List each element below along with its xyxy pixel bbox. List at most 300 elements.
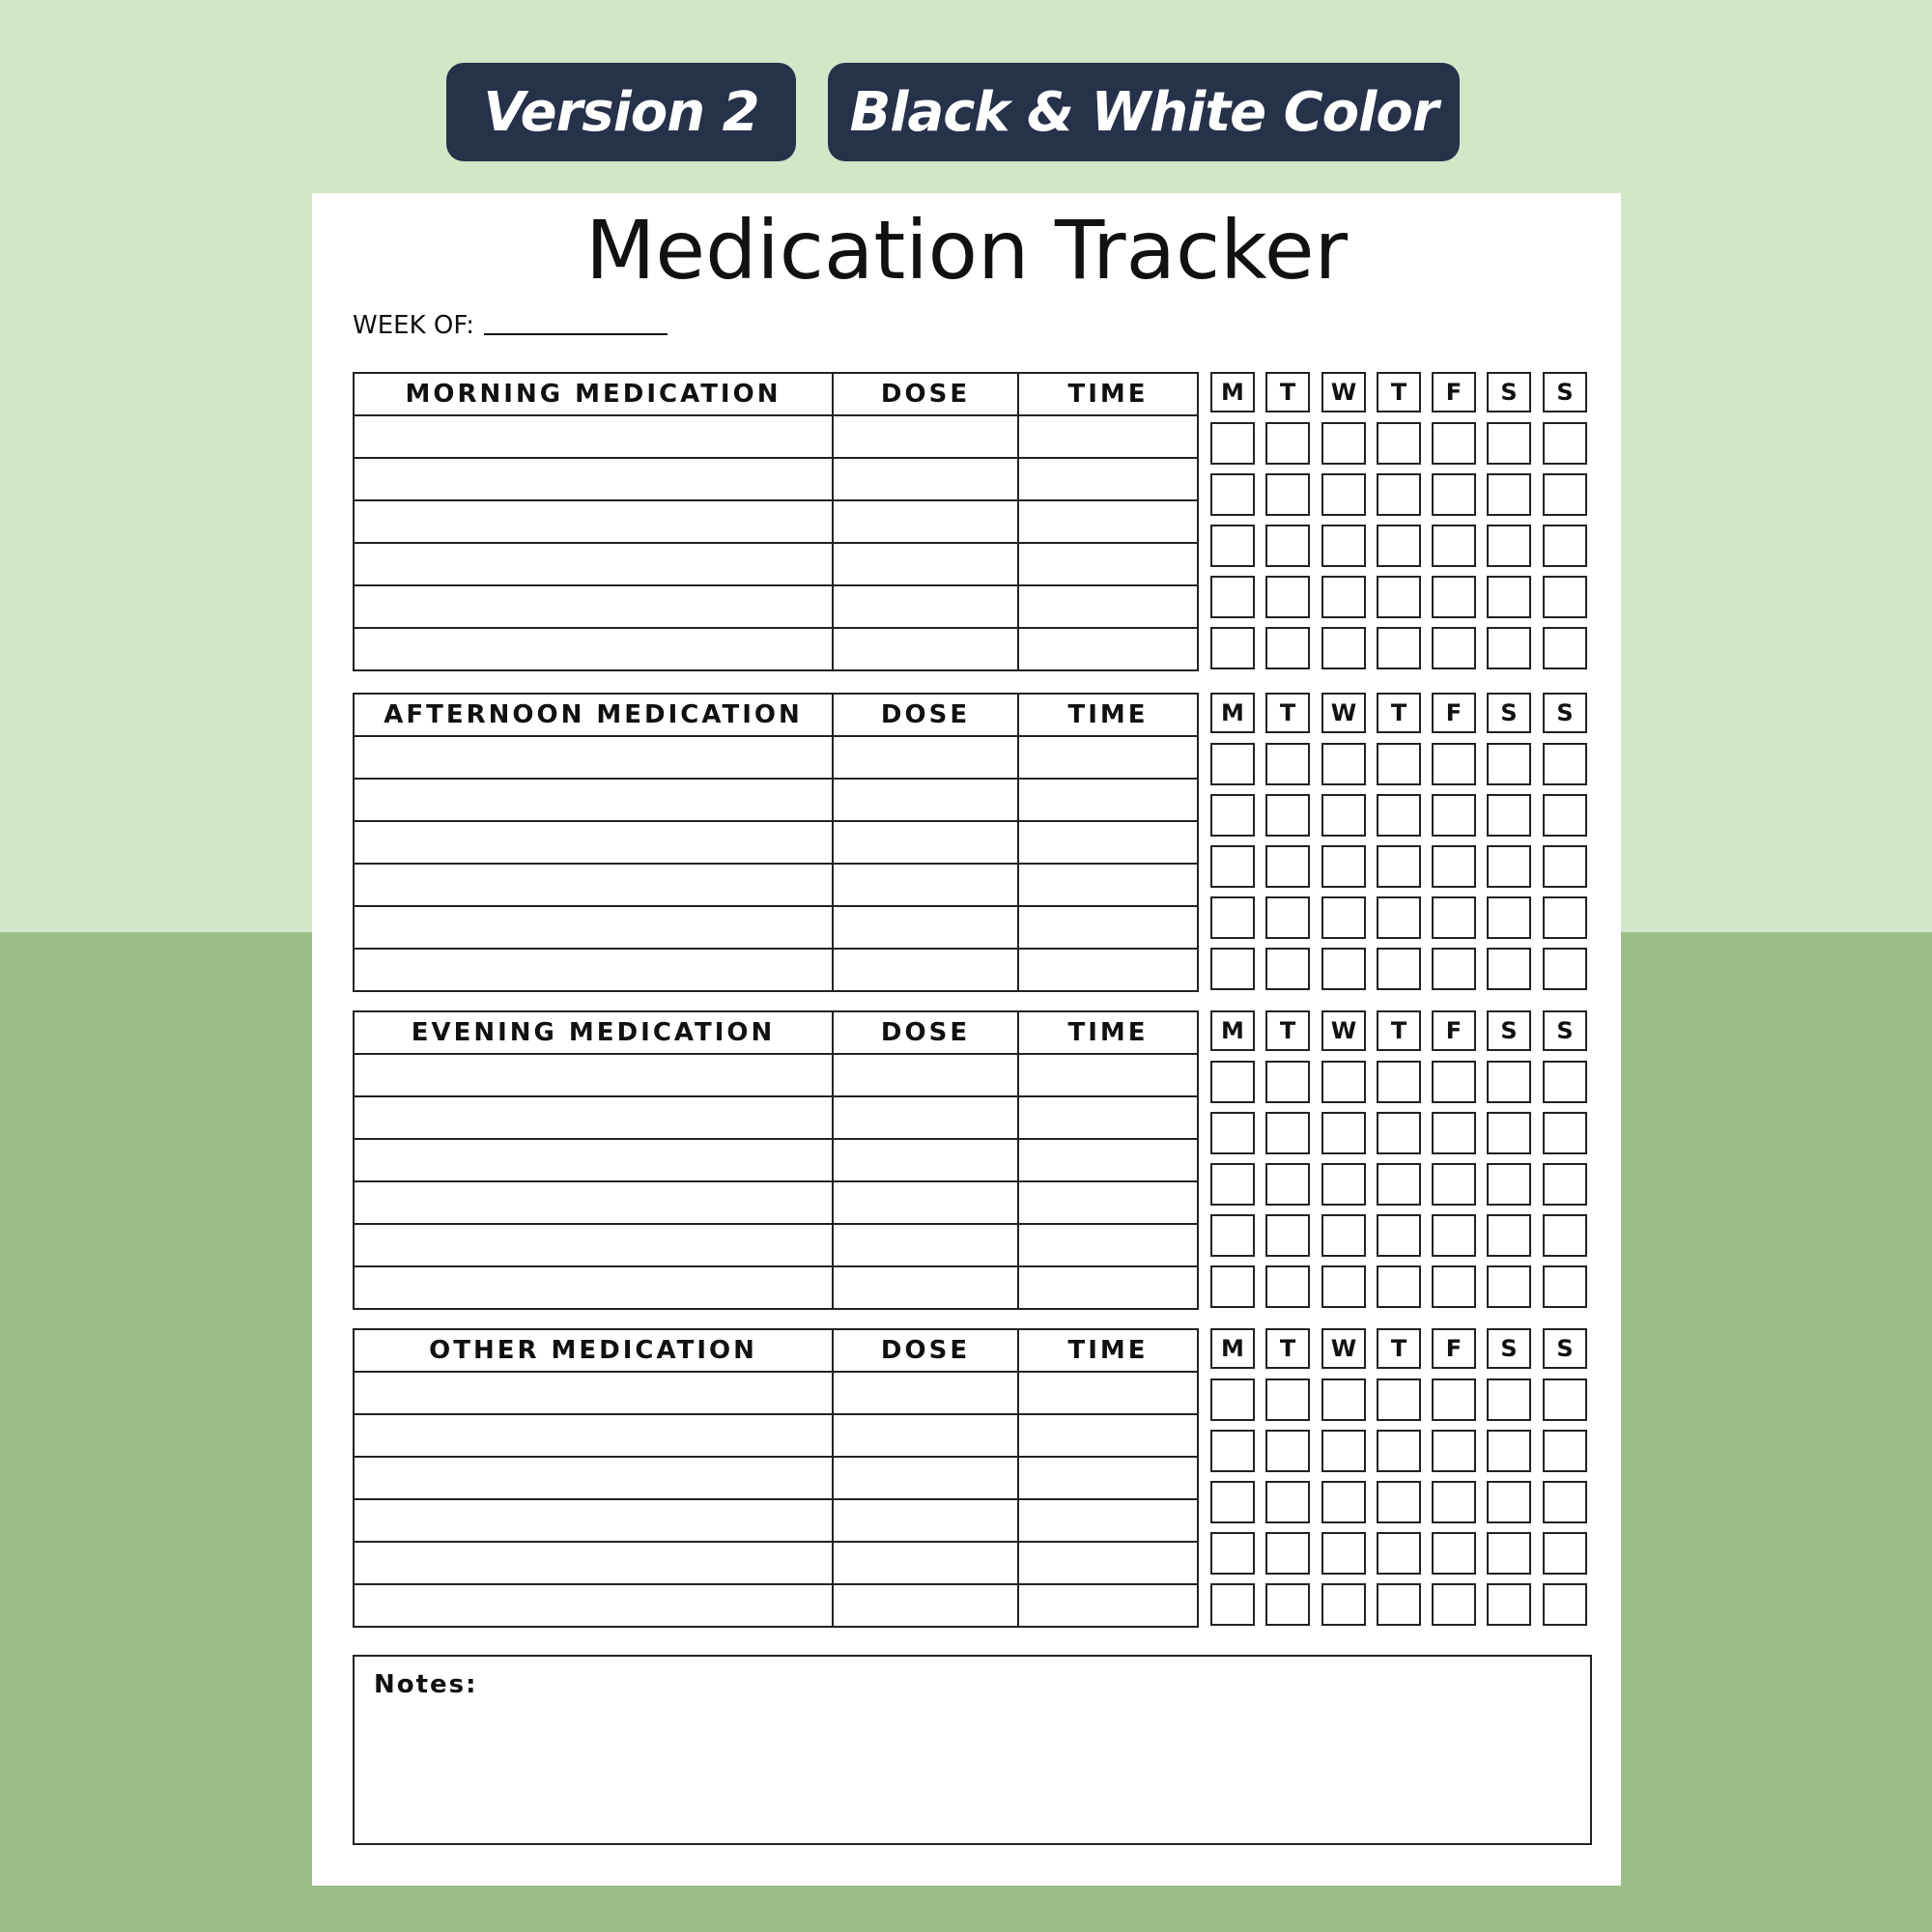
time-header: TIME — [1018, 694, 1198, 736]
day-checkbox[interactable] — [1210, 422, 1255, 465]
medication-cell[interactable] — [354, 864, 833, 906]
day-checkbox[interactable] — [1321, 576, 1366, 618]
day-checkbox[interactable] — [1377, 1214, 1421, 1257]
day-checkbox[interactable] — [1487, 743, 1531, 785]
medication-cell[interactable] — [354, 1372, 833, 1414]
table-row — [354, 1266, 1198, 1309]
day-checkbox[interactable] — [1543, 1532, 1587, 1575]
notes-box[interactable] — [353, 1655, 1592, 1845]
day-header: W — [1321, 1328, 1366, 1369]
day-header: S — [1543, 693, 1587, 733]
day-checkbox[interactable] — [1432, 422, 1476, 465]
day-checkbox[interactable] — [1432, 743, 1476, 785]
day-checkbox[interactable] — [1377, 1163, 1421, 1206]
day-checkbox[interactable] — [1543, 948, 1587, 990]
day-checkbox[interactable] — [1543, 1265, 1587, 1308]
day-checkbox[interactable] — [1321, 1378, 1366, 1421]
med-table-header — [354, 1329, 1198, 1372]
day-checkbox[interactable] — [1377, 525, 1421, 567]
dose-cell[interactable] — [833, 1457, 1018, 1499]
day-checkbox[interactable] — [1377, 1265, 1421, 1308]
day-checkbox[interactable] — [1487, 1481, 1531, 1523]
day-header: W — [1321, 372, 1366, 412]
day-checkbox[interactable] — [1210, 627, 1255, 669]
day-checkbox[interactable] — [1543, 1481, 1587, 1523]
day-checkbox[interactable] — [1377, 845, 1421, 888]
notes-label: Notes: — [374, 1670, 478, 1699]
day-checkbox[interactable] — [1432, 1265, 1476, 1308]
day-checkbox[interactable] — [1487, 1112, 1531, 1154]
day-checkbox[interactable] — [1210, 1378, 1255, 1421]
table-row — [354, 1224, 1198, 1266]
dose-cell[interactable] — [833, 628, 1018, 670]
day-checkbox[interactable] — [1321, 473, 1366, 516]
dose-header: DOSE — [833, 1011, 1018, 1054]
table-row — [354, 1584, 1198, 1627]
day-checkbox[interactable] — [1377, 576, 1421, 618]
day-checkbox[interactable] — [1432, 1061, 1476, 1103]
day-checkbox[interactable] — [1321, 743, 1366, 785]
day-header: T — [1265, 372, 1310, 412]
day-checkbox[interactable] — [1210, 794, 1255, 837]
day-checkbox[interactable] — [1265, 1430, 1310, 1472]
day-checkbox[interactable] — [1265, 743, 1310, 785]
day-checklist — [1210, 693, 1592, 992]
med-section — [353, 372, 1592, 671]
day-checkbox[interactable] — [1432, 1481, 1476, 1523]
table-row — [354, 949, 1198, 991]
medication-cell[interactable] — [354, 949, 833, 991]
dose-cell[interactable] — [833, 415, 1018, 458]
dose-cell[interactable] — [833, 736, 1018, 779]
day-header: F — [1432, 372, 1476, 412]
day-checkbox[interactable] — [1377, 896, 1421, 939]
med-heading: OTHER MEDICATION — [354, 1329, 833, 1372]
day-checkbox[interactable] — [1210, 1265, 1255, 1308]
time-cell[interactable] — [1018, 1457, 1198, 1499]
day-checkbox[interactable] — [1432, 1163, 1476, 1206]
day-checkbox[interactable] — [1543, 743, 1587, 785]
table-row — [354, 1096, 1198, 1139]
dose-cell[interactable] — [833, 1372, 1018, 1414]
week-of-field[interactable] — [484, 333, 668, 335]
dose-header: DOSE — [833, 1329, 1018, 1372]
version-badge: Version 2 — [446, 63, 796, 161]
day-checkbox[interactable] — [1321, 896, 1366, 939]
dose-cell[interactable] — [833, 1414, 1018, 1457]
med-table-header — [354, 373, 1198, 415]
day-checkbox[interactable] — [1487, 1430, 1531, 1472]
day-header: S — [1487, 1010, 1531, 1051]
day-checkbox[interactable] — [1487, 473, 1531, 516]
dose-cell[interactable] — [833, 779, 1018, 821]
day-checkbox[interactable] — [1210, 1061, 1255, 1103]
day-header: F — [1432, 1010, 1476, 1051]
day-checkbox[interactable] — [1210, 896, 1255, 939]
med-table — [353, 372, 1199, 671]
dose-cell[interactable] — [833, 1266, 1018, 1309]
day-checkbox[interactable] — [1432, 627, 1476, 669]
time-cell[interactable] — [1018, 1181, 1198, 1224]
day-header: T — [1377, 693, 1421, 733]
time-cell[interactable] — [1018, 779, 1198, 821]
medication-cell[interactable] — [354, 1054, 833, 1096]
day-header: M — [1210, 1010, 1255, 1051]
day-checkbox[interactable] — [1543, 1583, 1587, 1626]
medication-cell[interactable] — [354, 415, 833, 458]
table-row — [354, 1054, 1198, 1096]
day-checkbox[interactable] — [1321, 1265, 1366, 1308]
day-header: W — [1321, 693, 1366, 733]
day-checkbox[interactable] — [1265, 896, 1310, 939]
day-checkbox[interactable] — [1321, 1532, 1366, 1575]
time-cell[interactable] — [1018, 628, 1198, 670]
day-checkbox[interactable] — [1265, 1378, 1310, 1421]
day-header: M — [1210, 1328, 1255, 1369]
color-mode-badge: Black & White Color — [828, 63, 1460, 161]
day-checkbox[interactable] — [1321, 794, 1366, 837]
time-cell[interactable] — [1018, 864, 1198, 906]
day-checkbox[interactable] — [1377, 1430, 1421, 1472]
dose-cell[interactable] — [833, 949, 1018, 991]
day-checkbox[interactable] — [1210, 1532, 1255, 1575]
table-row — [354, 628, 1198, 670]
time-cell[interactable] — [1018, 1054, 1198, 1096]
day-header: T — [1265, 693, 1310, 733]
week-of-label: WEEK OF: — [353, 311, 475, 340]
day-checkbox[interactable] — [1487, 525, 1531, 567]
day-checkbox[interactable] — [1377, 473, 1421, 516]
day-checkbox[interactable] — [1321, 422, 1366, 465]
time-cell[interactable] — [1018, 906, 1198, 949]
day-header: W — [1321, 1010, 1366, 1051]
time-cell[interactable] — [1018, 415, 1198, 458]
table-row — [354, 585, 1198, 628]
dose-cell[interactable] — [833, 1499, 1018, 1542]
table-row — [354, 543, 1198, 585]
day-header: T — [1377, 1328, 1421, 1369]
day-checkbox[interactable] — [1432, 1430, 1476, 1472]
day-checkbox[interactable] — [1210, 743, 1255, 785]
day-header: S — [1543, 372, 1587, 412]
medication-cell[interactable] — [354, 736, 833, 779]
day-checkbox[interactable] — [1265, 525, 1310, 567]
day-checkbox[interactable] — [1265, 1265, 1310, 1308]
day-checkbox[interactable] — [1321, 627, 1366, 669]
time-cell[interactable] — [1018, 949, 1198, 991]
dose-cell[interactable] — [833, 1181, 1018, 1224]
time-cell[interactable] — [1018, 458, 1198, 500]
day-header: M — [1210, 372, 1255, 412]
day-checkbox[interactable] — [1543, 1061, 1587, 1103]
day-checkbox[interactable] — [1432, 1112, 1476, 1154]
day-checkbox[interactable] — [1265, 473, 1310, 516]
day-checkbox[interactable] — [1321, 1214, 1366, 1257]
medication-cell[interactable] — [354, 779, 833, 821]
table-row — [354, 864, 1198, 906]
medication-cell[interactable] — [354, 1224, 833, 1266]
day-header: S — [1543, 1010, 1587, 1051]
day-checkbox[interactable] — [1432, 473, 1476, 516]
day-checkbox[interactable] — [1377, 1112, 1421, 1154]
medication-cell[interactable] — [354, 500, 833, 543]
time-cell[interactable] — [1018, 1372, 1198, 1414]
time-cell[interactable] — [1018, 1139, 1198, 1181]
table-row — [354, 458, 1198, 500]
day-checkbox[interactable] — [1432, 1378, 1476, 1421]
table-row — [354, 1499, 1198, 1542]
dose-cell[interactable] — [833, 500, 1018, 543]
time-header: TIME — [1018, 373, 1198, 415]
day-checkbox[interactable] — [1432, 896, 1476, 939]
day-checkbox[interactable] — [1210, 1481, 1255, 1523]
day-checkbox[interactable] — [1543, 845, 1587, 888]
day-header: F — [1432, 1328, 1476, 1369]
day-checkbox[interactable] — [1377, 1378, 1421, 1421]
table-row — [354, 1414, 1198, 1457]
day-checkbox[interactable] — [1543, 1378, 1587, 1421]
day-header: T — [1265, 1328, 1310, 1369]
day-checkbox[interactable] — [1543, 1163, 1587, 1206]
tracker-sheet — [312, 193, 1621, 1886]
med-section — [353, 1328, 1592, 1628]
medication-cell[interactable] — [354, 1584, 833, 1627]
day-checkbox[interactable] — [1210, 473, 1255, 516]
med-section — [353, 693, 1592, 992]
table-row — [354, 1542, 1198, 1584]
day-checkbox[interactable] — [1432, 1532, 1476, 1575]
day-checkbox[interactable] — [1487, 627, 1531, 669]
day-checkbox[interactable] — [1210, 1583, 1255, 1626]
day-checkbox[interactable] — [1265, 627, 1310, 669]
day-checkbox[interactable] — [1265, 1061, 1310, 1103]
med-heading: EVENING MEDICATION — [354, 1011, 833, 1054]
day-checkbox[interactable] — [1487, 1265, 1531, 1308]
time-cell[interactable] — [1018, 1266, 1198, 1309]
day-checkbox[interactable] — [1265, 1214, 1310, 1257]
day-checkbox[interactable] — [1487, 948, 1531, 990]
med-table — [353, 1010, 1199, 1310]
medication-cell[interactable] — [354, 1414, 833, 1457]
time-cell[interactable] — [1018, 585, 1198, 628]
day-checkbox[interactable] — [1321, 1481, 1366, 1523]
dose-cell[interactable] — [833, 1542, 1018, 1584]
day-checkbox[interactable] — [1543, 473, 1587, 516]
medication-cell[interactable] — [354, 821, 833, 864]
dose-cell[interactable] — [833, 1584, 1018, 1627]
time-cell[interactable] — [1018, 736, 1198, 779]
day-checkbox[interactable] — [1487, 1583, 1531, 1626]
day-checkbox[interactable] — [1321, 1061, 1366, 1103]
day-checkbox[interactable] — [1543, 794, 1587, 837]
day-checkbox[interactable] — [1321, 1163, 1366, 1206]
dose-cell[interactable] — [833, 1054, 1018, 1096]
dose-cell[interactable] — [833, 864, 1018, 906]
dose-cell[interactable] — [833, 821, 1018, 864]
time-cell[interactable] — [1018, 1542, 1198, 1584]
day-header: S — [1487, 693, 1531, 733]
day-checkbox[interactable] — [1543, 576, 1587, 618]
day-header: S — [1543, 1328, 1587, 1369]
day-checkbox[interactable] — [1265, 1583, 1310, 1626]
day-checkbox[interactable] — [1543, 525, 1587, 567]
dose-cell[interactable] — [833, 906, 1018, 949]
day-checkbox[interactable] — [1377, 743, 1421, 785]
medication-cell[interactable] — [354, 1139, 833, 1181]
day-checklist — [1210, 1010, 1592, 1310]
day-header: T — [1377, 1010, 1421, 1051]
day-checkbox[interactable] — [1543, 1214, 1587, 1257]
table-row — [354, 736, 1198, 779]
time-cell[interactable] — [1018, 1096, 1198, 1139]
day-checkbox[interactable] — [1377, 1532, 1421, 1575]
time-header: TIME — [1018, 1011, 1198, 1054]
day-checkbox[interactable] — [1432, 948, 1476, 990]
day-checkbox[interactable] — [1210, 1214, 1255, 1257]
day-checkbox[interactable] — [1432, 794, 1476, 837]
med-table — [353, 1328, 1199, 1628]
page-title: Medication Tracker — [584, 203, 1349, 298]
medication-cell[interactable] — [354, 1181, 833, 1224]
med-heading: MORNING MEDICATION — [354, 373, 833, 415]
med-heading: AFTERNOON MEDICATION — [354, 694, 833, 736]
day-checkbox[interactable] — [1377, 794, 1421, 837]
day-checkbox[interactable] — [1210, 948, 1255, 990]
dose-cell[interactable] — [833, 585, 1018, 628]
table-row — [354, 1139, 1198, 1181]
day-checkbox[interactable] — [1265, 845, 1310, 888]
med-section — [353, 1010, 1592, 1310]
dose-cell[interactable] — [833, 1224, 1018, 1266]
medication-cell[interactable] — [354, 458, 833, 500]
day-checkbox[interactable] — [1487, 1532, 1531, 1575]
time-cell[interactable] — [1018, 1224, 1198, 1266]
table-row — [354, 1457, 1198, 1499]
day-checkbox[interactable] — [1377, 948, 1421, 990]
day-checkbox[interactable] — [1265, 576, 1310, 618]
time-cell[interactable] — [1018, 821, 1198, 864]
medication-cell[interactable] — [354, 1096, 833, 1139]
day-checkbox[interactable] — [1265, 422, 1310, 465]
day-header: S — [1487, 1328, 1531, 1369]
dose-header: DOSE — [833, 694, 1018, 736]
medication-cell[interactable] — [354, 1542, 833, 1584]
day-checkbox[interactable] — [1321, 1112, 1366, 1154]
medication-cell[interactable] — [354, 1266, 833, 1309]
med-table — [353, 693, 1199, 992]
medication-cell[interactable] — [354, 1499, 833, 1542]
day-checkbox[interactable] — [1543, 627, 1587, 669]
day-checkbox[interactable] — [1377, 422, 1421, 465]
day-checkbox[interactable] — [1321, 525, 1366, 567]
day-checkbox[interactable] — [1487, 576, 1531, 618]
day-checkbox[interactable] — [1210, 845, 1255, 888]
day-checkbox[interactable] — [1377, 1583, 1421, 1626]
time-cell[interactable] — [1018, 1584, 1198, 1627]
day-checkbox[interactable] — [1487, 1378, 1531, 1421]
day-checkbox[interactable] — [1321, 1583, 1366, 1626]
day-header: T — [1377, 372, 1421, 412]
day-checkbox[interactable] — [1487, 1214, 1531, 1257]
dose-cell[interactable] — [833, 1139, 1018, 1181]
day-header: T — [1265, 1010, 1310, 1051]
day-checkbox[interactable] — [1265, 1163, 1310, 1206]
day-checkbox[interactable] — [1377, 1061, 1421, 1103]
dose-cell[interactable] — [833, 458, 1018, 500]
day-checkbox[interactable] — [1432, 576, 1476, 618]
day-checkbox[interactable] — [1265, 1532, 1310, 1575]
table-row — [354, 415, 1198, 458]
day-checkbox[interactable] — [1265, 794, 1310, 837]
day-checkbox[interactable] — [1487, 422, 1531, 465]
day-checkbox[interactable] — [1432, 1214, 1476, 1257]
day-header: M — [1210, 693, 1255, 733]
day-checkbox[interactable] — [1543, 1430, 1587, 1472]
day-checkbox[interactable] — [1543, 422, 1587, 465]
day-checkbox[interactable] — [1487, 794, 1531, 837]
day-checkbox[interactable] — [1432, 525, 1476, 567]
day-checkbox[interactable] — [1432, 1583, 1476, 1626]
day-checkbox[interactable] — [1321, 1430, 1366, 1472]
day-checkbox[interactable] — [1265, 1112, 1310, 1154]
day-checkbox[interactable] — [1543, 1112, 1587, 1154]
medication-cell[interactable] — [354, 628, 833, 670]
medication-cell[interactable] — [354, 1457, 833, 1499]
medication-cell[interactable] — [354, 906, 833, 949]
day-checklist — [1210, 1328, 1592, 1628]
day-checkbox[interactable] — [1210, 1430, 1255, 1472]
day-checkbox[interactable] — [1210, 525, 1255, 567]
table-row — [354, 906, 1198, 949]
med-table-header — [354, 694, 1198, 736]
medication-cell[interactable] — [354, 585, 833, 628]
table-row — [354, 1372, 1198, 1414]
day-checkbox[interactable] — [1321, 845, 1366, 888]
med-table-header — [354, 1011, 1198, 1054]
day-checkbox[interactable] — [1432, 845, 1476, 888]
time-cell[interactable] — [1018, 1414, 1198, 1457]
time-cell[interactable] — [1018, 543, 1198, 585]
day-checkbox[interactable] — [1377, 1481, 1421, 1523]
table-row — [354, 1181, 1198, 1224]
day-checkbox[interactable] — [1210, 576, 1255, 618]
time-cell[interactable] — [1018, 1499, 1198, 1542]
day-checklist — [1210, 372, 1592, 671]
day-checkbox[interactable] — [1487, 1061, 1531, 1103]
table-row — [354, 779, 1198, 821]
time-header: TIME — [1018, 1329, 1198, 1372]
day-checkbox[interactable] — [1265, 948, 1310, 990]
day-checkbox[interactable] — [1321, 948, 1366, 990]
day-checkbox[interactable] — [1210, 1112, 1255, 1154]
day-checkbox[interactable] — [1265, 1481, 1310, 1523]
day-checkbox[interactable] — [1487, 845, 1531, 888]
day-checkbox[interactable] — [1210, 1163, 1255, 1206]
day-checkbox[interactable] — [1487, 1163, 1531, 1206]
medication-cell[interactable] — [354, 543, 833, 585]
day-checkbox[interactable] — [1377, 627, 1421, 669]
week-of — [353, 311, 668, 340]
dose-cell[interactable] — [833, 543, 1018, 585]
day-header: S — [1487, 372, 1531, 412]
day-checkbox[interactable] — [1487, 896, 1531, 939]
table-row — [354, 500, 1198, 543]
time-cell[interactable] — [1018, 500, 1198, 543]
dose-cell[interactable] — [833, 1096, 1018, 1139]
table-row — [354, 821, 1198, 864]
dose-header: DOSE — [833, 373, 1018, 415]
day-checkbox[interactable] — [1543, 896, 1587, 939]
